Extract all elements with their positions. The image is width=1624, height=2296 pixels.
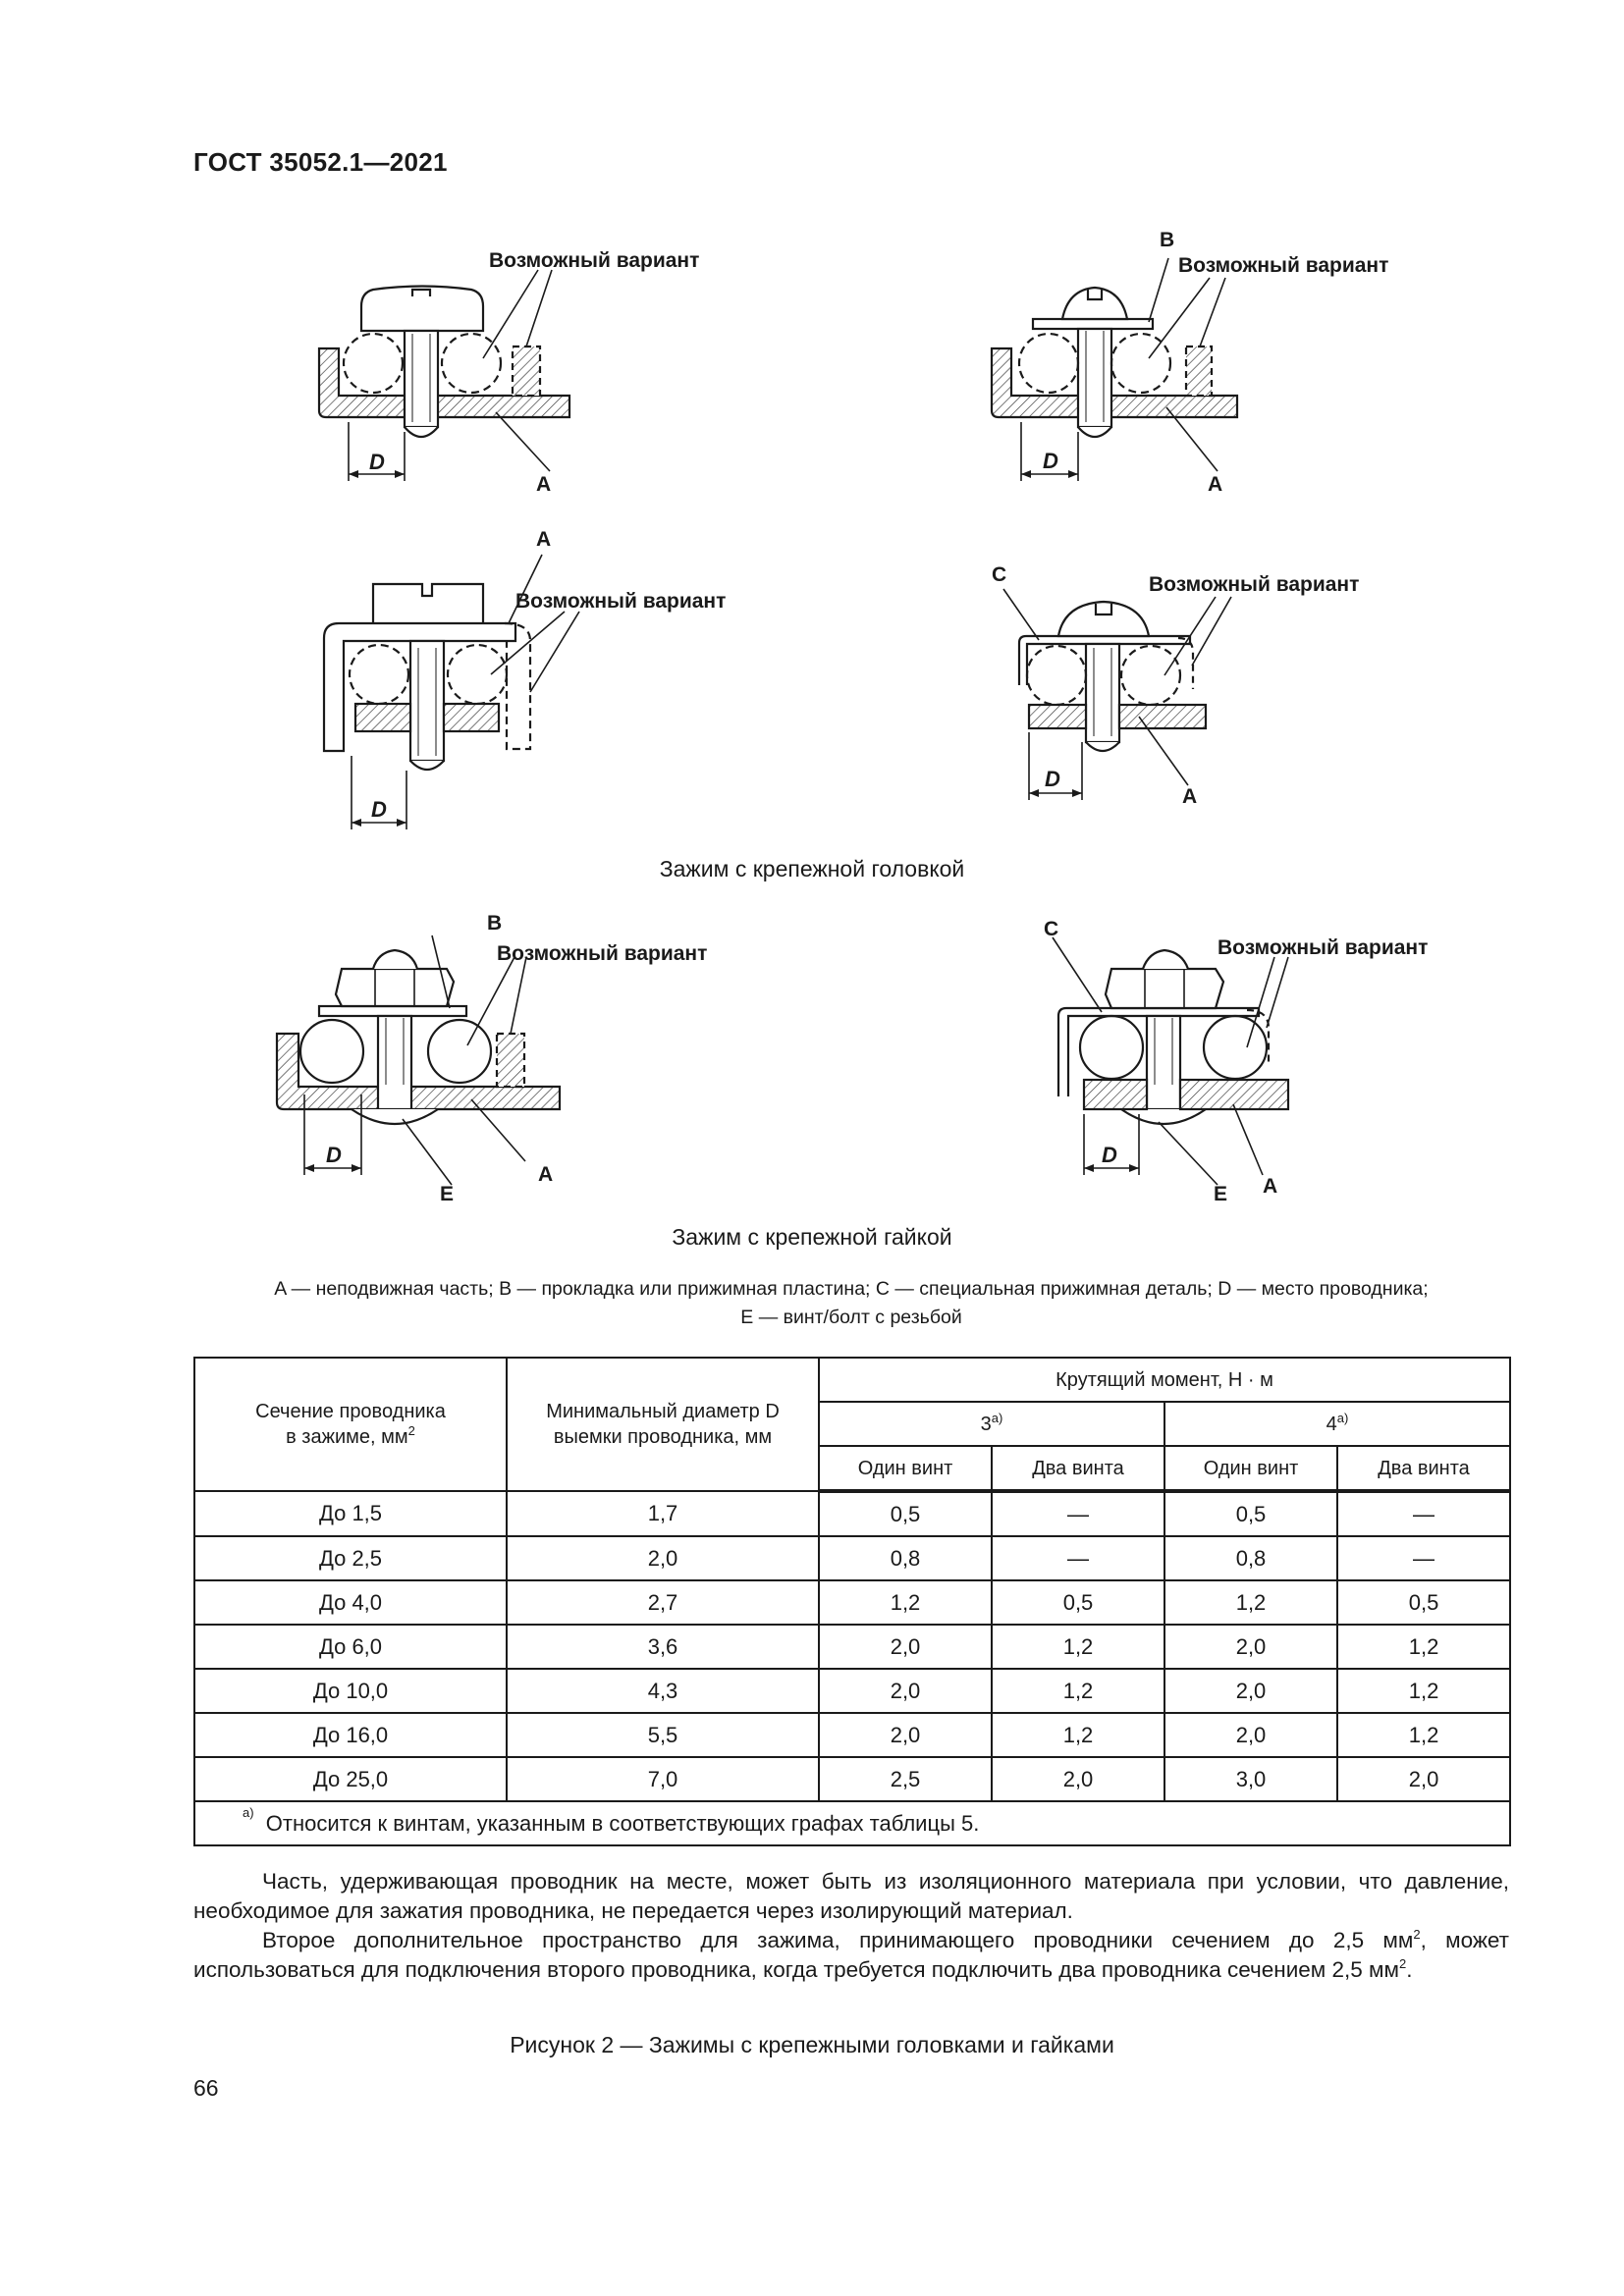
table-cell: 1,2: [1337, 1669, 1510, 1713]
diagram-nut-1: [265, 908, 717, 1207]
label-a: A: [1182, 785, 1198, 808]
table-row: [194, 1713, 1510, 1757]
table-cell: 4,3: [507, 1669, 819, 1713]
table-cell: 2,0: [819, 1625, 992, 1669]
table-row: [194, 1580, 1510, 1625]
label-a: A: [1263, 1175, 1278, 1198]
diagram-screw-head-1: [295, 236, 746, 501]
header-torque: Крутящий момент, Н · м: [819, 1358, 1510, 1402]
label-d: D: [1045, 767, 1060, 791]
label-e: E: [440, 1183, 455, 1205]
table-cell: 3,0: [1164, 1757, 1337, 1801]
table-cell: 7,0: [507, 1757, 819, 1801]
label-c: C: [992, 563, 1007, 586]
table-cell: —: [1337, 1536, 1510, 1580]
table-cell: 1,2: [992, 1625, 1164, 1669]
label-d: D: [1043, 449, 1058, 473]
table-header-row: [194, 1358, 1510, 1402]
label-d: D: [371, 797, 387, 822]
label-d: D: [369, 450, 385, 474]
label-variant: Возможный вариант: [515, 590, 727, 613]
table-row: [194, 1757, 1510, 1801]
table-cell: 1,2: [992, 1713, 1164, 1757]
legend-line-1: A — неподвижная часть; B — прокладка или прижимная пластина; C — специальная прижимная деталь; D — место проводника;: [274, 1278, 1429, 1300]
table-row: [194, 1625, 1510, 1669]
table-row: [194, 1536, 1510, 1580]
table-cell: 2,0: [819, 1713, 992, 1757]
torque-table: [193, 1357, 1511, 1846]
label-d: D: [1102, 1143, 1117, 1167]
label-b: B: [1160, 229, 1175, 251]
legend-line-2: E — винт/болт с резьбой: [740, 1307, 962, 1328]
table-cell: До 10,0: [194, 1669, 507, 1713]
header-two-screws: Два винта: [1337, 1446, 1510, 1491]
label-d: D: [326, 1143, 342, 1167]
table-cell: 2,5: [819, 1757, 992, 1801]
caption-nut: Зажим с крепежной гайкой: [672, 1224, 952, 1250]
header-group-3: 3$^{a)}$: [819, 1402, 1164, 1446]
table-cell: —: [992, 1536, 1164, 1580]
label-variant: Возможный вариант: [1149, 573, 1360, 596]
label-a: A: [538, 1163, 554, 1186]
table-row: [194, 1669, 1510, 1713]
table-cell: 2,0: [1337, 1757, 1510, 1801]
diagram-screw-head-4: [982, 560, 1434, 815]
label-c: C: [1044, 918, 1059, 940]
table-cell: До 6,0: [194, 1625, 507, 1669]
table-cell: До 16,0: [194, 1713, 507, 1757]
table-cell: 2,0: [992, 1757, 1164, 1801]
table-cell: 0,8: [819, 1536, 992, 1580]
paragraph-2: Второе дополнительное пространство для зажима, принимающего проводники сечением до 2,5 $мм^2$, может использоваться для подключения второго проводника, когда требуется подключить два проводника сечением 2,5 $мм^2$.: [193, 1927, 1509, 1982]
table-cell: 1,2: [1337, 1625, 1510, 1669]
diagram-nut-2: [1041, 918, 1492, 1212]
diagram-screw-head-3: [295, 525, 746, 839]
table-cell: 2,0: [1164, 1713, 1337, 1757]
page-number: 66: [193, 2075, 219, 2101]
label-variant: Возможный вариант: [1178, 254, 1389, 277]
table-cell: 0,8: [1164, 1536, 1337, 1580]
diagram-screw-head-2: [972, 221, 1424, 501]
label-variant: Возможный вариант: [1218, 936, 1429, 959]
header-cross-section: Сечение проводника в зажиме, $мм^2$: [194, 1358, 507, 1491]
header-one-screw: Один винт: [1164, 1446, 1337, 1491]
table-cell: 2,0: [1164, 1625, 1337, 1669]
header-group-4: 4$^{a)}$: [1164, 1402, 1510, 1446]
table-cell: 2,7: [507, 1580, 819, 1625]
table-cell: 1,2: [819, 1580, 992, 1625]
table-cell: До 1,5: [194, 1491, 507, 1536]
header-min-diameter: Минимальный диаметр D выемки проводника, мм: [507, 1358, 819, 1491]
table-cell: —: [992, 1491, 1164, 1536]
label-a: A: [1208, 473, 1223, 496]
table-cell: 1,2: [1164, 1580, 1337, 1625]
header-two-screws: Два винта: [992, 1446, 1164, 1491]
label-variant: Возможный вариант: [489, 249, 700, 272]
table-cell: 1,7: [507, 1491, 819, 1536]
table-cell: 1,2: [1337, 1713, 1510, 1757]
table-row: [194, 1491, 1510, 1536]
table-cell: 3,6: [507, 1625, 819, 1669]
label-variant: Возможный вариант: [497, 942, 708, 965]
header-one-screw: Один винт: [819, 1446, 992, 1491]
table-cell: 2,0: [1164, 1669, 1337, 1713]
figure-legend: [193, 1275, 1509, 1332]
standard-header: ГОСТ 35052.1—2021: [193, 147, 448, 177]
table-cell: 2,0: [507, 1536, 819, 1580]
table-cell: До 25,0: [194, 1757, 507, 1801]
table-cell: 0,5: [1337, 1580, 1510, 1625]
table-cell: 0,5: [1164, 1491, 1337, 1536]
label-e: E: [1214, 1183, 1228, 1205]
table-cell: До 4,0: [194, 1580, 507, 1625]
table-cell: 0,5: [992, 1580, 1164, 1625]
table-footnote: $^{a)}$ Относится к винтам, указанным в соответствующих графах таблицы 5.: [194, 1801, 1510, 1845]
table-cell: 0,5: [819, 1491, 992, 1536]
paragraph-1: Часть, удерживающая проводник на месте, может быть из изоляционного материала при условии, что давление, необходимое для зажатия проводника, не передается через изолирующий материал.: [193, 1869, 1509, 1923]
table-cell: До 2,5: [194, 1536, 507, 1580]
label-a: A: [536, 473, 552, 496]
label-a: A: [536, 528, 552, 551]
table-cell: 2,0: [819, 1669, 992, 1713]
label-b: B: [487, 912, 503, 934]
table-cell: 5,5: [507, 1713, 819, 1757]
caption-screw-head: Зажим с крепежной головкой: [659, 856, 965, 881]
figure-caption: Рисунок 2 — Зажимы с крепежными головками и гайками: [510, 2032, 1114, 2057]
table-cell: 1,2: [992, 1669, 1164, 1713]
table-cell: —: [1337, 1491, 1510, 1536]
table-footnote-row: [194, 1801, 1510, 1845]
